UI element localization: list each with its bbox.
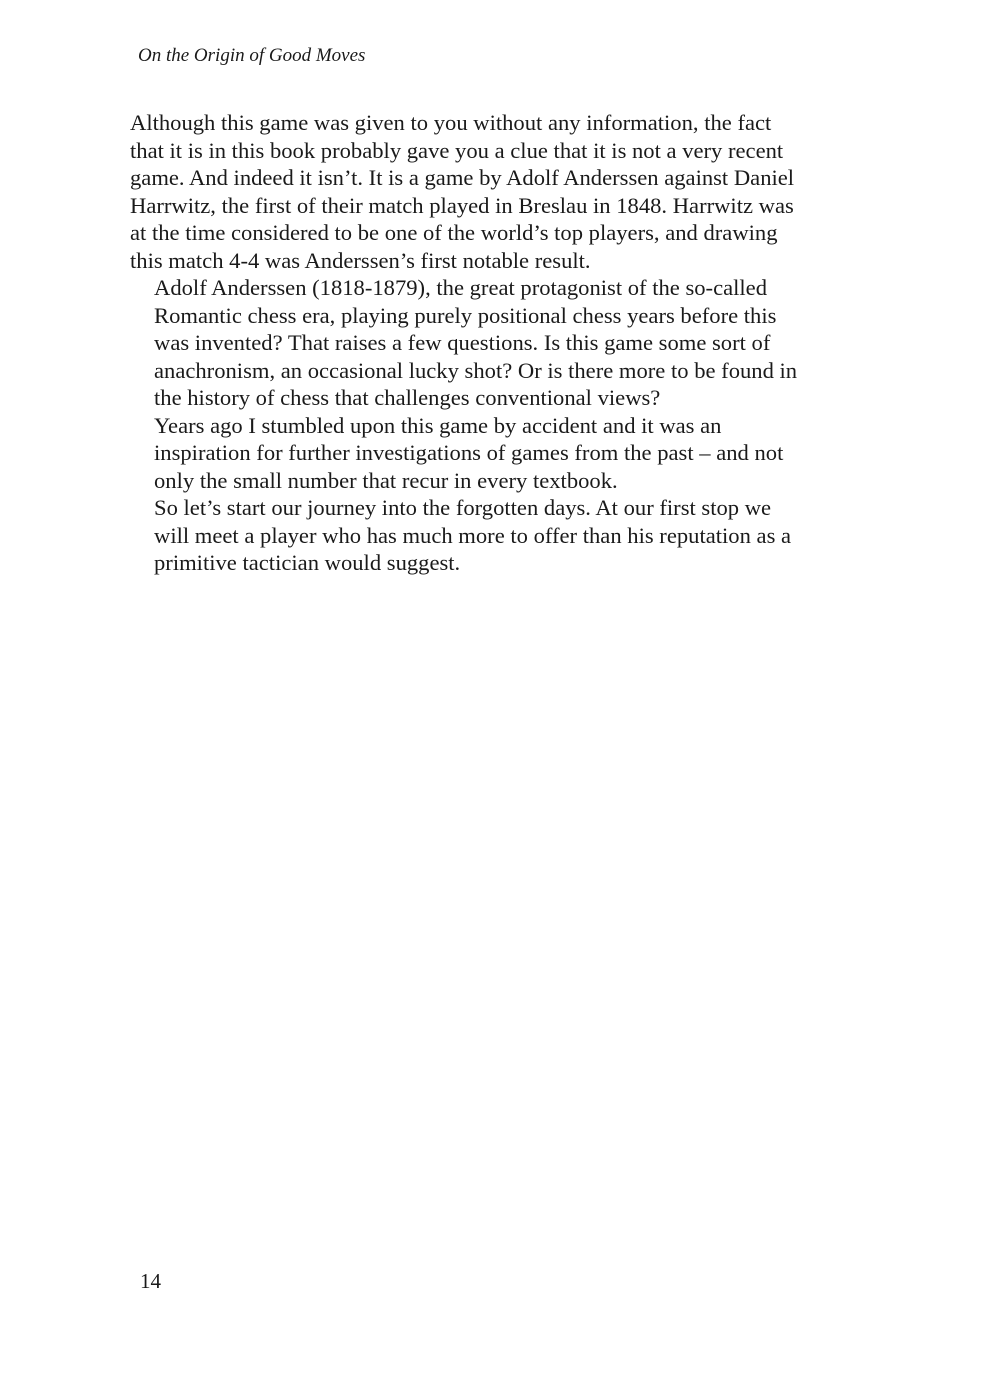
paragraph	[130, 274, 860, 412]
text-line: was invented? That raises a few questions. Is this game some sort of	[154, 330, 771, 355]
text-line: Harrwitz, the first of their match played in Breslau in 1848. Harrwitz was	[130, 192, 794, 218]
text-line: Years ago I stumbled upon this game by accident and it was an	[154, 412, 722, 438]
text-line: the history of chess that challenges conventional views?	[154, 385, 661, 410]
text-line: inspiration for further investigations of games from the past – and not	[154, 440, 784, 465]
paragraph	[130, 412, 860, 495]
text-line: only the small number that recur in every textbook.	[154, 467, 618, 493]
text-line: Although this game was given to you without any information, the fact	[130, 110, 772, 135]
paragraph	[130, 109, 860, 274]
text-line: will meet a player who has much more to offer than his reputation as a	[154, 522, 792, 548]
text-line: that it is in this book probably gave you a clue that it is not a very recent	[130, 137, 784, 163]
text-line: anachronism, an occasional lucky shot? Or is there more to be found in	[154, 357, 798, 383]
text-line: primitive tactician would suggest.	[154, 550, 461, 575]
text-line: this match 4-4 was Anderssen’s first notable result.	[130, 247, 591, 273]
paragraph	[130, 494, 860, 577]
text-line: So let’s start our journey into the forgotten days. At our first stop we	[154, 495, 772, 520]
running-header: On the Origin of Good Moves	[138, 45, 366, 66]
text-line: game. And indeed it isn’t. It is a game by Adolf Anderssen against Daniel	[130, 165, 795, 190]
page-number: 14	[140, 1269, 161, 1293]
text-line: at the time considered to be one of the world’s top players, and drawing	[130, 220, 778, 245]
text-line: Adolf Anderssen (1818-1879), the great protagonist of the so-called	[154, 275, 768, 300]
text-line: Romantic chess era, playing purely positional chess years before this	[154, 302, 777, 328]
body-text	[130, 109, 860, 577]
